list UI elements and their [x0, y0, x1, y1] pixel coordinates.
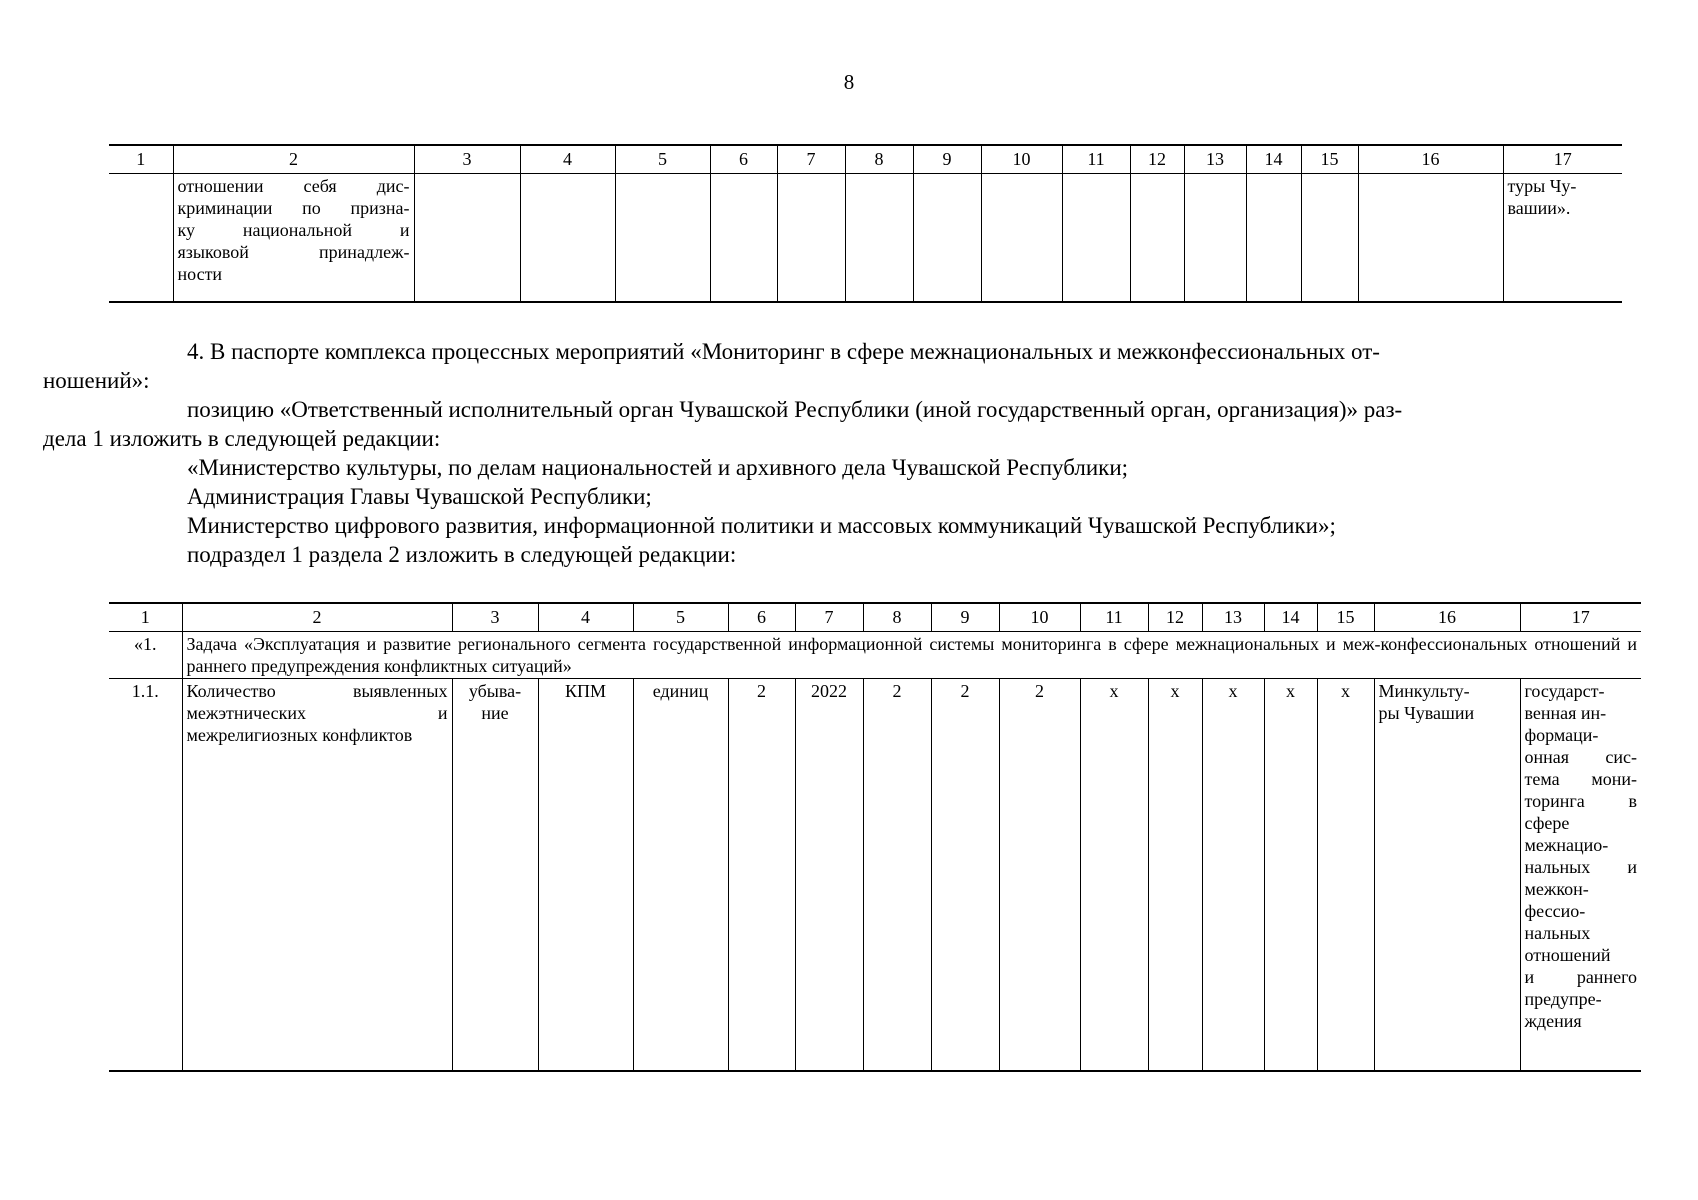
- table-cell: [615, 174, 710, 302]
- header-cell: 5: [615, 145, 710, 174]
- paragraph: 4. В паспорте комплекса процессных мероприятий «Мониторинг в сфере межнациональных и межконфессиональных от- ношений»:: [43, 339, 1380, 393]
- table-cell: х: [1264, 679, 1317, 1071]
- cell-line: формаци-: [1524, 725, 1599, 745]
- table-cell: х: [1202, 679, 1264, 1071]
- header-cell: 10: [981, 145, 1062, 174]
- header-cell: 8: [845, 145, 913, 174]
- header-cell: 7: [777, 145, 845, 174]
- cell-line: фессио-: [1524, 901, 1586, 921]
- header-cell: 15: [1301, 145, 1358, 174]
- cell-line: ние: [481, 703, 509, 723]
- table-continuation: [109, 144, 1622, 303]
- header-cell: 13: [1202, 603, 1264, 632]
- header-cell: 15: [1317, 603, 1374, 632]
- table-header-row: [109, 603, 1641, 632]
- header-cell: 9: [913, 145, 981, 174]
- table-cell: [1184, 174, 1246, 302]
- header-cell: 6: [710, 145, 777, 174]
- paragraph: Министерство цифрового развития, информационной политики и массовых коммуникаций Чувашской Республики»;: [187, 513, 1336, 538]
- cell-line: отношений: [1524, 945, 1611, 965]
- header-cell: 4: [538, 603, 633, 632]
- table-cell: 2: [999, 679, 1080, 1071]
- table-cell: [1130, 174, 1184, 302]
- paragraph: позицию «Ответственный исполнительный орган Чувашской Республики (иной государственный орган, организация)» раз- дела 1 изложить в следующей редакции:: [43, 397, 1403, 451]
- header-cell: 13: [1184, 145, 1246, 174]
- header-cell: 1: [109, 145, 173, 174]
- header-cell: 5: [633, 603, 728, 632]
- cell-line: межкон-: [1524, 879, 1589, 899]
- indicator-name: Количество выявленных межэтнических и межрелигиозных конфликтов: [182, 679, 452, 1071]
- table-cell: [414, 174, 520, 302]
- cell-line: государст-: [1524, 681, 1605, 701]
- table-cell: [1301, 174, 1358, 302]
- table-cell: [710, 174, 777, 302]
- header-cell: 11: [1080, 603, 1148, 632]
- header-cell: 11: [1062, 145, 1130, 174]
- paragraph: «Министерство культуры, по делам национальностей и архивного дела Чувашской Республики;: [187, 455, 1129, 480]
- amendment-text: [43, 337, 1588, 569]
- cell-line: ры Чувашии: [1378, 703, 1475, 723]
- table-cell: единиц: [633, 679, 728, 1071]
- task-row: [109, 632, 1641, 679]
- cell-line: криминации по призна-: [177, 198, 410, 218]
- cell-line: убыва-: [468, 681, 522, 701]
- header-cell: 17: [1503, 145, 1622, 174]
- table-cell: х: [1080, 679, 1148, 1071]
- row-number: 1.1.: [109, 679, 182, 1071]
- cell-line: языковой принадлеж-: [177, 242, 410, 262]
- table-cell: х: [1317, 679, 1374, 1071]
- header-cell: 7: [795, 603, 863, 632]
- table-cell: [1062, 174, 1130, 302]
- table-cell: [777, 174, 845, 302]
- table-cell: 2: [863, 679, 931, 1071]
- cell-line: нальных и: [1524, 857, 1637, 877]
- cell-line: сфере: [1524, 813, 1570, 833]
- table-row: [109, 174, 1622, 302]
- table-cell: [1374, 679, 1520, 1071]
- paragraph: подраздел 1 раздела 2 изложить в следующей редакции:: [187, 542, 737, 567]
- table-cell: [520, 174, 615, 302]
- table-cell: [109, 174, 173, 302]
- cell-line: венная ин-: [1524, 703, 1607, 723]
- cell-line: предупре-: [1524, 989, 1602, 1009]
- table-cell: [1520, 679, 1641, 1071]
- cell-line: нальных: [1524, 923, 1591, 943]
- cell-line: вашии».: [1507, 198, 1571, 218]
- table-cell: [1246, 174, 1301, 302]
- table-cell: 2022: [795, 679, 863, 1071]
- cell-line: и раннего: [1524, 967, 1637, 987]
- header-cell: 6: [728, 603, 795, 632]
- table-cell: [845, 174, 913, 302]
- cell-line: онная сис-: [1524, 747, 1637, 767]
- header-cell: 14: [1264, 603, 1317, 632]
- table-cell: КПМ: [538, 679, 633, 1071]
- header-cell: 14: [1246, 145, 1301, 174]
- cell-line: Минкульту-: [1378, 681, 1470, 701]
- header-cell: 12: [1130, 145, 1184, 174]
- header-cell: 8: [863, 603, 931, 632]
- table-cell: 2: [728, 679, 795, 1071]
- header-cell: 2: [182, 603, 452, 632]
- header-cell: 3: [414, 145, 520, 174]
- header-cell: 16: [1374, 603, 1520, 632]
- page-number: 8: [843, 70, 855, 94]
- table-cell: [1358, 174, 1503, 302]
- cell-line: торинга в: [1524, 791, 1637, 811]
- header-cell: 16: [1358, 145, 1503, 174]
- table-cell: [173, 174, 414, 302]
- header-cell: 2: [173, 145, 414, 174]
- paragraph: Администрация Главы Чувашской Республики;: [187, 484, 652, 509]
- table-cell: 2: [931, 679, 999, 1071]
- header-cell: 17: [1520, 603, 1641, 632]
- header-cell: 10: [999, 603, 1080, 632]
- table-cell: [981, 174, 1062, 302]
- task-text: Задача «Эксплуатация и развитие регионального сегмента государственной информационной системы мониторинга в сфере межнациональных и меж-конфессиональных отношений и раннего предупреждения конфликтных ситуаций»: [182, 632, 1641, 679]
- cell-line: ности: [177, 264, 223, 284]
- cell-line: ждения: [1524, 1011, 1582, 1031]
- cell-line: межнацио-: [1524, 835, 1609, 855]
- header-cell: 12: [1148, 603, 1202, 632]
- header-cell: 3: [452, 603, 538, 632]
- table-cell: [913, 174, 981, 302]
- table-cell: х: [1148, 679, 1202, 1071]
- task-number: «1.: [109, 632, 182, 679]
- cell-line: тема мони-: [1524, 769, 1637, 789]
- table-cell: [1503, 174, 1622, 302]
- table-header-row: [109, 145, 1622, 174]
- table-row: [109, 679, 1641, 1071]
- cell-line: ку национальной и: [177, 220, 410, 240]
- cell-line: отношении себя дис-: [177, 176, 410, 196]
- header-cell: 9: [931, 603, 999, 632]
- table-cell: [452, 679, 538, 1071]
- header-cell: 4: [520, 145, 615, 174]
- cell-line: туры Чу-: [1507, 176, 1577, 196]
- indicators-table: [109, 602, 1641, 1072]
- header-cell: 1: [109, 603, 182, 632]
